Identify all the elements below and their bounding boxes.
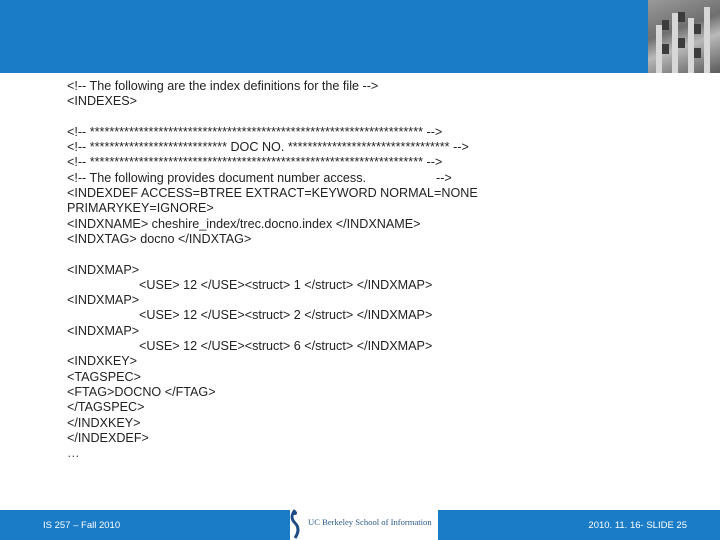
code-line: </INDEXDEF>	[67, 430, 149, 445]
code-line: <!-- The following are the index definitions for the file -->	[67, 79, 379, 93]
header-band	[0, 0, 720, 73]
ellipsis: …	[67, 446, 80, 461]
code-line: <INDXNAME> cheshire_index/trec.docno.index </INDXNAME>	[67, 216, 421, 231]
code-line: <!-- ******************************************************************** -->	[67, 155, 443, 170]
code-line: <!-- The following provides document number access. -->	[67, 170, 452, 185]
building-photo-icon	[648, 0, 720, 73]
code-line: <INDEXES>	[67, 94, 137, 109]
code-line: <USE> 12 </USE><struct> 2 </struct> </INDXMAP>	[139, 308, 433, 323]
code-line: <INDXKEY>	[67, 354, 137, 369]
code-line: <TAGSPEC>	[67, 369, 141, 384]
code-line: <INDXTAG> docno </INDXTAG>	[67, 231, 252, 246]
code-line: PRIMARYKEY=IGNORE>	[67, 201, 214, 216]
code-line: <INDXMAP>	[67, 293, 140, 308]
blank-line	[67, 110, 687, 125]
slide-number: 2010. 11. 16- SLIDE 25	[588, 520, 687, 531]
code-line: <!-- **************************** DOC NO. ********************************* -->	[67, 140, 469, 155]
code-line: <!-- ******************************************************************** -->	[67, 124, 443, 139]
blank-line	[67, 247, 687, 262]
school-logo-text: UC Berkeley School of Information	[308, 517, 432, 527]
code-line: </INDXKEY>	[67, 415, 141, 430]
school-logo-icon	[288, 509, 302, 539]
code-line: </TAGSPEC>	[67, 400, 145, 415]
code-line: <USE> 12 </USE><struct> 6 </struct> </INDXMAP>	[139, 339, 433, 354]
code-line: <INDXMAP>	[67, 323, 140, 338]
code-line: <INDEXDEF ACCESS=BTREE EXTRACT=KEYWORD NORMAL=NONE	[67, 186, 478, 201]
code-line: <USE> 12 </USE><struct> 1 </struct> </INDXMAP>	[139, 277, 433, 292]
course-label: IS 257 – Fall 2010	[43, 520, 121, 531]
slide-code-block	[67, 79, 687, 461]
code-line: <INDXMAP>	[67, 262, 140, 277]
code-line: <FTAG>DOCNO </FTAG>	[67, 384, 216, 399]
